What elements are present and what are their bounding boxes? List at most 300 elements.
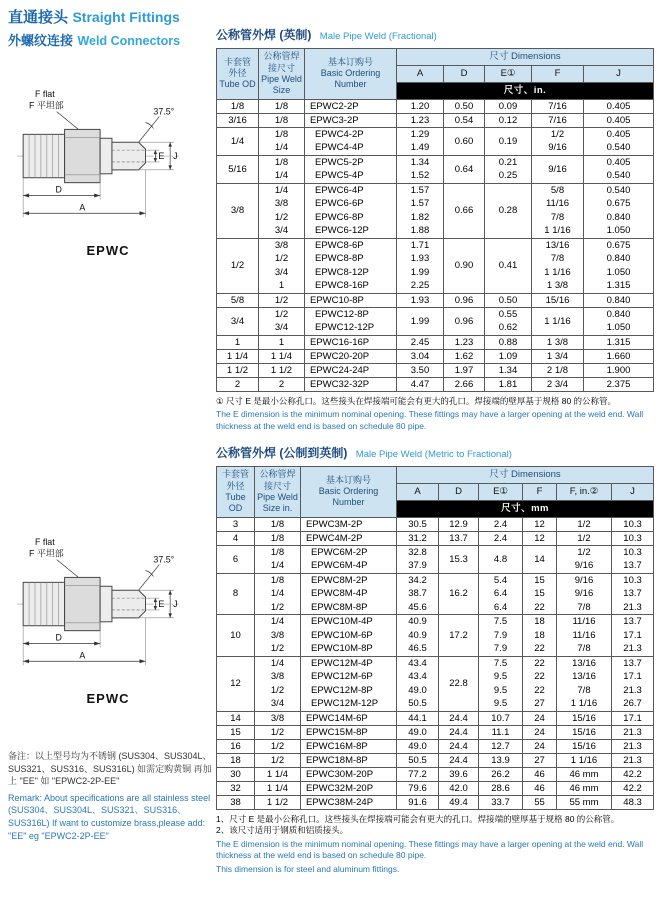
th-ordering-en1: Basic Ordering xyxy=(320,68,381,79)
left-column xyxy=(0,0,216,904)
cell-pipe-weld-size: 3/8 xyxy=(255,711,301,725)
th-pipe-weld-size xyxy=(255,467,301,518)
spec-row xyxy=(217,363,654,377)
f-flat-label-zh: F 平坦部 xyxy=(29,100,64,111)
spec-row xyxy=(217,753,654,767)
cell-dim-j: 0.540 0.675 0.840 1.050 xyxy=(584,183,654,238)
cell-dim-f: 1 3/8 xyxy=(532,335,584,349)
cell-dim-a: 1.20 xyxy=(397,99,444,113)
cell-dim-e: 11.1 xyxy=(479,725,523,739)
footnote1-zh: 1、尺寸 E 是最小公称孔口。这些接头在焊接端可能会有更大的孔口。焊接端的壁厚基于规格 80 的公称管。 xyxy=(216,813,620,824)
th-pipe-weld-en2: Size xyxy=(272,85,291,96)
cell-dim-j: 10.3 13.7 21.3 xyxy=(612,573,654,615)
th-pipe-weld-zh1: 公称管焊 xyxy=(259,469,296,480)
spec-row xyxy=(217,238,654,293)
cell-dim-j: 0.675 0.840 1.050 1.315 xyxy=(584,238,654,293)
th-pipe-weld-en2: Size in. xyxy=(262,503,293,514)
section2-title-zh: 公称管外焊 (公制到英制) xyxy=(216,446,348,461)
cell-tube-od: 1 1/2 xyxy=(217,363,259,377)
cell-dim-a: 49.0 xyxy=(397,725,439,739)
cell-pipe-weld-size: 1/2 xyxy=(255,739,301,753)
th-pipe-weld-en1: Pipe Weld xyxy=(261,73,302,84)
cell-dim-f-in: 15/16 xyxy=(557,739,612,753)
cell-ordering-number: EPWC24-24P xyxy=(305,363,397,377)
th-ordering-number xyxy=(305,49,397,100)
cell-tube-od: 16 xyxy=(217,739,255,753)
cell-ordering-number: EPWC12M-4P EPWC12M-6P EPWC12M-8P EPWC12M-12P xyxy=(301,656,397,711)
cell-dim-f: 22 22 22 27 xyxy=(523,656,557,711)
spec-row xyxy=(217,739,654,753)
th-dim-f: F xyxy=(532,65,584,82)
metric-table-body xyxy=(217,517,654,809)
spec-row xyxy=(217,573,654,615)
spec-row xyxy=(217,127,654,155)
cell-tube-od: 5/8 xyxy=(217,293,259,307)
th-ordering-en1: Basic Ordering xyxy=(318,486,379,497)
cell-dim-d: 12.9 xyxy=(439,517,479,531)
cell-tube-od: 30 xyxy=(217,767,255,781)
cell-dim-f: 55 xyxy=(523,795,557,809)
cell-dim-a: 1.71 1.93 1.99 2.25 xyxy=(397,238,444,293)
cell-ordering-number: EPWC32-32P xyxy=(305,377,397,391)
cell-tube-od: 1 1/4 xyxy=(217,349,259,363)
cell-tube-od: 15 xyxy=(217,725,255,739)
cell-dim-a: 44.1 xyxy=(397,711,439,725)
cell-dim-d: 39.6 xyxy=(439,767,479,781)
remark-en: Remark: About specifications are all stainless steel (SUS304、SUS304L、SUS321、SUS316、SUS316L) If want to customize brass,please add: "EE" eg "EPWC2-2P-EE" xyxy=(8,792,211,841)
cell-ordering-number: EPWC32M-20P xyxy=(301,781,397,795)
spec-row xyxy=(217,656,654,711)
table1-footnote xyxy=(216,396,653,432)
cell-ordering-number: EPWC2-2P xyxy=(305,99,397,113)
cell-pipe-weld-size: 1/2 3/4 xyxy=(259,307,305,335)
cell-dim-d: 24.4 xyxy=(439,739,479,753)
spec-row xyxy=(217,155,654,183)
cell-dim-f: 15/16 xyxy=(532,293,584,307)
cell-dim-f-in: 1/2 xyxy=(557,531,612,545)
cell-ordering-number: EPWC3-2P xyxy=(305,113,397,127)
cell-pipe-weld-size: 1/8 xyxy=(255,531,301,545)
cell-dim-d: 22.8 xyxy=(439,656,479,711)
footnote1-en: The E dimension is the minimum nominal opening. These fittings may have a larger opening at the weld end. Wall thickness at the weld end is based on schedule 80 pipe. xyxy=(216,838,644,861)
cell-tube-od: 1 xyxy=(217,335,259,349)
cell-dim-a: 49.0 xyxy=(397,739,439,753)
cell-dim-j: 10.3 13.7 xyxy=(612,545,654,573)
cell-ordering-number: EPWC30M-20P xyxy=(301,767,397,781)
cell-dim-j: 0.405 0.540 xyxy=(584,155,654,183)
cell-dim-j: 0.840 1.050 xyxy=(584,307,654,335)
dim-j-label: J xyxy=(173,151,178,161)
cell-tube-od: 3 xyxy=(217,517,255,531)
cell-dim-a: 34.2 38.7 45.6 xyxy=(397,573,439,615)
cell-dim-a: 1.23 xyxy=(397,113,444,127)
cell-pipe-weld-size: 1/8 1/4 xyxy=(255,545,301,573)
th-dim-a: A xyxy=(397,483,439,500)
th-dim-e: E① xyxy=(479,483,523,500)
cell-dim-d: 24.4 xyxy=(439,711,479,725)
cell-dim-j: 21.3 xyxy=(612,739,654,753)
spec-row xyxy=(217,725,654,739)
cell-dim-j: 13.7 17.1 21.3 26.7 xyxy=(612,656,654,711)
th-dimensions: 尺寸 Dimensions xyxy=(397,49,654,66)
fitting-diagram-1 xyxy=(8,85,208,258)
cell-dim-f: 1 3/4 xyxy=(532,349,584,363)
cell-dim-e: 0.28 xyxy=(485,183,532,238)
cell-tube-od: 6 xyxy=(217,545,255,573)
cell-dim-e: 5.4 6.4 6.4 xyxy=(479,573,523,615)
cell-pipe-weld-size: 1/8 xyxy=(259,99,305,113)
th-tube-od-zh1: 卡套管 xyxy=(223,56,251,67)
cell-tube-od: 8 xyxy=(217,573,255,615)
fitting-diagram-2 xyxy=(8,533,208,706)
cell-dim-a: 30.5 xyxy=(397,517,439,531)
th-pipe-weld-zh1: 公称管焊 xyxy=(263,51,300,62)
cell-pipe-weld-size: 1/8 1/4 1/2 xyxy=(255,573,301,615)
cell-ordering-number: EPWC20-20P xyxy=(305,349,397,363)
spec-row xyxy=(217,711,654,725)
th-tube-od xyxy=(217,49,259,100)
spec-row xyxy=(217,517,654,531)
cell-dim-j: 42.2 xyxy=(612,781,654,795)
cell-dim-d: 0.50 xyxy=(444,99,485,113)
cell-dim-f: 24 xyxy=(523,739,557,753)
th-ordering-en2: Number xyxy=(332,497,365,508)
cell-dim-f: 1 1/16 xyxy=(532,307,584,335)
cell-ordering-number: EPWC10M-4P EPWC10M-6P EPWC10M-8P xyxy=(301,615,397,657)
section1-title-en: Male Pipe Weld (Fractional) xyxy=(319,31,437,42)
cell-dim-e: 2.4 xyxy=(479,517,523,531)
cell-dim-a: 43.4 43.4 49.0 50.5 xyxy=(397,656,439,711)
cell-dim-a: 1.29 1.49 xyxy=(397,127,444,155)
cell-dim-d: 16.2 xyxy=(439,573,479,615)
cell-dim-a: 79.6 xyxy=(397,781,439,795)
cell-tube-od: 3/4 xyxy=(217,307,259,335)
cell-ordering-number: EPWC16-16P xyxy=(305,335,397,349)
cell-dim-a: 3.50 xyxy=(397,363,444,377)
cell-dim-j: 0.405 xyxy=(584,99,654,113)
th-ordering-zh: 基本订购号 xyxy=(325,474,371,485)
cell-dim-a: 32.8 37.9 xyxy=(397,545,439,573)
cell-dim-f: 12 xyxy=(523,531,557,545)
section2-title-en: Male Pipe Weld (Metric to Fractional) xyxy=(355,449,512,461)
cell-dim-j: 17.1 xyxy=(612,711,654,725)
cell-dim-f: 2 3/4 xyxy=(532,377,584,391)
cell-pipe-weld-size: 1/8 1/4 xyxy=(259,155,305,183)
cell-dim-j: 10.3 xyxy=(612,517,654,531)
right-column xyxy=(216,26,656,875)
cell-ordering-number: EPWC38M-24P xyxy=(301,795,397,809)
cell-dim-f: 27 xyxy=(523,753,557,767)
cell-dim-d: 1.97 xyxy=(444,363,485,377)
th-tube-od-en: Tube OD xyxy=(219,79,256,90)
cell-dim-d: 17.2 xyxy=(439,615,479,657)
cell-dim-d: 1.62 xyxy=(444,349,485,363)
cell-tube-od: 3/16 xyxy=(217,113,259,127)
cell-ordering-number: EPWC15M-8P xyxy=(301,725,397,739)
dim-a-label: A xyxy=(79,202,86,213)
table2-footnote xyxy=(216,814,653,875)
cell-dim-d: 2.66 xyxy=(444,377,485,391)
cell-dim-d: 0.54 xyxy=(444,113,485,127)
cell-pipe-weld-size: 1/2 xyxy=(255,753,301,767)
th-pipe-weld-size xyxy=(259,49,305,100)
spec-row xyxy=(217,99,654,113)
th-tube-od xyxy=(217,467,255,518)
cell-dim-d: 0.60 xyxy=(444,127,485,155)
cell-dim-a: 3.04 xyxy=(397,349,444,363)
cell-dim-f-in: 46 mm xyxy=(557,767,612,781)
fractional-table-body xyxy=(217,99,654,391)
title-straight-fittings-en: Straight Fittings xyxy=(72,9,180,25)
cell-ordering-number: EPWC8M-2P EPWC8M-4P EPWC8M-8P xyxy=(301,573,397,615)
cell-dim-e: 1.09 xyxy=(485,349,532,363)
cell-dim-e: 7.5 7.9 7.9 xyxy=(479,615,523,657)
cell-tube-od: 3/8 xyxy=(217,183,259,238)
th-tube-od-zh1: 卡套管 xyxy=(221,469,249,480)
cell-tube-od: 1/4 xyxy=(217,127,259,155)
spec-row xyxy=(217,545,654,573)
cell-tube-od: 18 xyxy=(217,753,255,767)
th-ordering-number xyxy=(301,467,397,518)
th-tube-od-en: Tube OD xyxy=(225,491,246,514)
cell-dim-j: 13.7 17.1 21.3 xyxy=(612,615,654,657)
f-flat-label-zh: F 平坦部 xyxy=(29,548,64,559)
spec-row xyxy=(217,795,654,809)
cell-dim-d: 49.4 xyxy=(439,795,479,809)
cell-dim-e: 1.34 xyxy=(485,363,532,377)
cell-pipe-weld-size: 1/8 xyxy=(255,517,301,531)
cell-dim-a: 50.5 xyxy=(397,753,439,767)
cell-pipe-weld-size: 3/8 1/2 3/4 1 xyxy=(259,238,305,293)
footnote-zh: ① 尺寸 E 是最小公称孔口。这些接头在焊接端可能会有更大的孔口。焊接端的壁厚基于规格 80 的公称管。 xyxy=(216,395,617,406)
cell-dim-a: 2.45 xyxy=(397,335,444,349)
th-dim-j: J xyxy=(612,483,654,500)
cell-dim-e: 0.12 xyxy=(485,113,532,127)
cell-dim-e: 4.8 xyxy=(479,545,523,573)
cell-pipe-weld-size: 1/2 xyxy=(259,293,305,307)
f-flat-label-en: F flat xyxy=(34,536,55,547)
th-unit-in: 尺寸、in. xyxy=(397,82,654,99)
footnote-en: The E dimension is the minimum nominal opening. These fittings may have a larger opening at the weld end. Wall thickness at the weld end is based on schedule 80 pipe. xyxy=(216,409,644,431)
th-dim-e: E① xyxy=(485,65,532,82)
cell-ordering-number: EPWC6M-2P EPWC6M-4P xyxy=(301,545,397,573)
cell-ordering-number: EPWC4M-2P xyxy=(301,531,397,545)
cell-dim-f-in: 15/16 xyxy=(557,725,612,739)
cell-ordering-number: EPWC12-8P EPWC12-12P xyxy=(305,307,397,335)
page-title-line2 xyxy=(8,30,180,50)
cell-ordering-number: EPWC18M-8P xyxy=(301,753,397,767)
cell-ordering-number: EPWC4-2P EPWC4-4P xyxy=(305,127,397,155)
cell-dim-f: 13/16 7/8 1 1/16 1 3/8 xyxy=(532,238,584,293)
dim-e-label: E xyxy=(158,599,165,609)
cell-dim-a: 91.6 xyxy=(397,795,439,809)
spec-row xyxy=(217,767,654,781)
cell-dim-a: 77.2 xyxy=(397,767,439,781)
cell-dim-j: 1.900 xyxy=(584,363,654,377)
cell-dim-d: 0.96 xyxy=(444,293,485,307)
cell-dim-f: 15 15 22 xyxy=(523,573,557,615)
cell-ordering-number: EPWC3M-2P xyxy=(301,517,397,531)
cell-dim-j: 1.660 xyxy=(584,349,654,363)
cell-dim-f: 7/16 xyxy=(532,99,584,113)
cell-pipe-weld-size: 2 xyxy=(259,377,305,391)
th-dim-d: D xyxy=(439,483,479,500)
spec-row xyxy=(217,113,654,127)
cell-dim-f: 5/8 11/16 7/8 1 1/16 xyxy=(532,183,584,238)
cell-ordering-number: EPWC14M-6P xyxy=(301,711,397,725)
diagram-caption: EPWC xyxy=(86,691,130,706)
fitting-drawing-icon xyxy=(9,85,207,233)
dim-e-label: E xyxy=(158,151,165,161)
cell-dim-f: 46 xyxy=(523,781,557,795)
metric-spec-table xyxy=(216,466,654,810)
cell-dim-d: 0.66 xyxy=(444,183,485,238)
th-ordering-zh: 基本订购号 xyxy=(327,56,373,67)
cell-dim-f-in: 1/2 9/16 xyxy=(557,545,612,573)
cell-tube-od: 2 xyxy=(217,377,259,391)
cell-dim-e: 0.41 xyxy=(485,238,532,293)
cell-dim-e: 0.55 0.62 xyxy=(485,307,532,335)
cell-dim-f: 9/16 xyxy=(532,155,584,183)
cell-dim-e: 0.50 xyxy=(485,293,532,307)
cell-ordering-number: EPWC5-2P EPWC5-4P xyxy=(305,155,397,183)
spec-row xyxy=(217,293,654,307)
cell-dim-d: 1.23 xyxy=(444,335,485,349)
cell-dim-d: 0.96 xyxy=(444,307,485,335)
cell-dim-d: 24.4 xyxy=(439,753,479,767)
cell-tube-od: 10 xyxy=(217,615,255,657)
cell-dim-j: 48.3 xyxy=(612,795,654,809)
title-weld-connectors-zh: 外螺纹连接 xyxy=(8,33,74,48)
cell-dim-j: 2.375 xyxy=(584,377,654,391)
cell-dim-f-in: 15/16 xyxy=(557,711,612,725)
cell-dim-j: 0.405 0.540 xyxy=(584,127,654,155)
diagram-caption: EPWC xyxy=(86,243,130,258)
cell-dim-d: 13.7 xyxy=(439,531,479,545)
cell-dim-d: 0.90 xyxy=(444,238,485,293)
spec-row xyxy=(217,377,654,391)
cell-tube-od: 1/8 xyxy=(217,99,259,113)
cell-dim-j: 42.2 xyxy=(612,767,654,781)
cell-dim-f: 18 18 22 xyxy=(523,615,557,657)
fractional-table-header xyxy=(217,49,654,100)
spec-row xyxy=(217,531,654,545)
cell-tube-od: 1/2 xyxy=(217,238,259,293)
cell-tube-od: 12 xyxy=(217,656,255,711)
th-dim-f: F xyxy=(523,483,557,500)
cell-dim-f-in: 9/16 9/16 7/8 xyxy=(557,573,612,615)
cell-dim-e: 28.6 xyxy=(479,781,523,795)
cell-dim-f-in: 11/16 11/16 7/8 xyxy=(557,615,612,657)
cell-dim-f-in: 55 mm xyxy=(557,795,612,809)
cell-dim-j: 1.315 xyxy=(584,335,654,349)
cell-pipe-weld-size: 1/4 3/8 1/2 3/4 xyxy=(259,183,305,238)
cell-dim-d: 24.4 xyxy=(439,725,479,739)
cell-dim-f-in: 46 mm xyxy=(557,781,612,795)
cell-pipe-weld-size: 1/2 xyxy=(255,725,301,739)
bevel-angle-label: 37.5° xyxy=(153,106,175,117)
cell-tube-od: 5/16 xyxy=(217,155,259,183)
cell-pipe-weld-size: 1 xyxy=(259,335,305,349)
th-tube-od-zh2: 外径 xyxy=(226,480,245,491)
cell-dim-f: 12 xyxy=(523,517,557,531)
cell-dim-j: 0.840 xyxy=(584,293,654,307)
cell-ordering-number: EPWC8-6P EPWC8-8P EPWC8-12P EPWC8-16P xyxy=(305,238,397,293)
spec-row xyxy=(217,307,654,335)
cell-pipe-weld-size: 1/4 3/8 1/2 3/4 xyxy=(255,656,301,711)
cell-pipe-weld-size: 1/8 xyxy=(259,113,305,127)
spec-row xyxy=(217,183,654,238)
footnote2-zh: 2、该尺寸适用于钢质和铝质接头。 xyxy=(216,825,349,836)
title-weld-connectors-en: Weld Connectors xyxy=(77,34,181,48)
cell-pipe-weld-size: 1 1/2 xyxy=(259,363,305,377)
cell-dim-e: 13.9 xyxy=(479,753,523,767)
cell-dim-e: 0.19 xyxy=(485,127,532,155)
cell-dim-f: 46 xyxy=(523,767,557,781)
cell-pipe-weld-size: 1 1/4 xyxy=(259,349,305,363)
cell-dim-e: 0.88 xyxy=(485,335,532,349)
cell-tube-od: 32 xyxy=(217,781,255,795)
footnote2-en: This dimension is for steel and aluminum fittings. xyxy=(216,863,400,874)
cell-dim-e: 0.21 0.25 xyxy=(485,155,532,183)
cell-dim-f: 1/2 9/16 xyxy=(532,127,584,155)
cell-dim-e: 33.7 xyxy=(479,795,523,809)
cell-pipe-weld-size: 1 1/2 xyxy=(255,795,301,809)
section2-title xyxy=(216,444,656,462)
cell-dim-d: 42.0 xyxy=(439,781,479,795)
cell-pipe-weld-size: 1 1/4 xyxy=(255,767,301,781)
cell-dim-j: 10.3 xyxy=(612,531,654,545)
cell-dim-f-in: 13/16 13/16 7/8 1 1/16 xyxy=(557,656,612,711)
cell-dim-e: 10.7 xyxy=(479,711,523,725)
cell-dim-a: 1.34 1.52 xyxy=(397,155,444,183)
th-pipe-weld-zh2: 接尺寸 xyxy=(267,62,295,73)
cell-dim-a: 4.47 xyxy=(397,377,444,391)
cell-ordering-number: EPWC6-4P EPWC6-6P EPWC6-8P EPWC6-12P xyxy=(305,183,397,238)
spec-row xyxy=(217,781,654,795)
cell-dim-f-in: 1 1/16 xyxy=(557,753,612,767)
cell-dim-a: 1.57 1.57 1.82 1.88 xyxy=(397,183,444,238)
dim-a-label: A xyxy=(79,650,86,661)
cell-dim-f: 14 xyxy=(523,545,557,573)
cell-tube-od: 4 xyxy=(217,531,255,545)
cell-dim-e: 7.5 9.5 9.5 9.5 xyxy=(479,656,523,711)
cell-dim-a: 31.2 xyxy=(397,531,439,545)
cell-dim-f-in: 1/2 xyxy=(557,517,612,531)
th-dim-f-in: F, in.② xyxy=(557,483,612,500)
cell-dim-e: 26.2 xyxy=(479,767,523,781)
th-dim-j: J xyxy=(584,65,654,82)
spec-row xyxy=(217,335,654,349)
title-straight-fittings-zh: 直通接头 xyxy=(8,9,69,26)
cell-dim-j: 21.3 xyxy=(612,753,654,767)
remark-block xyxy=(8,750,213,842)
th-pipe-weld-en1: Pipe Weld xyxy=(257,491,298,502)
cell-dim-e: 12.7 xyxy=(479,739,523,753)
dim-d-label: D xyxy=(55,632,62,643)
cell-dim-e: 1.81 xyxy=(485,377,532,391)
th-tube-od-zh2: 外径 xyxy=(228,68,247,79)
cell-dim-a: 40.9 40.9 46.5 xyxy=(397,615,439,657)
cell-dim-e: 0.09 xyxy=(485,99,532,113)
cell-dim-f: 7/16 xyxy=(532,113,584,127)
section1-title xyxy=(216,26,656,44)
cell-dim-f: 24 xyxy=(523,711,557,725)
cell-tube-od: 38 xyxy=(217,795,255,809)
bevel-angle-label: 37.5° xyxy=(153,554,175,565)
cell-ordering-number: EPWC10-8P xyxy=(305,293,397,307)
cell-pipe-weld-size: 1/8 1/4 xyxy=(259,127,305,155)
